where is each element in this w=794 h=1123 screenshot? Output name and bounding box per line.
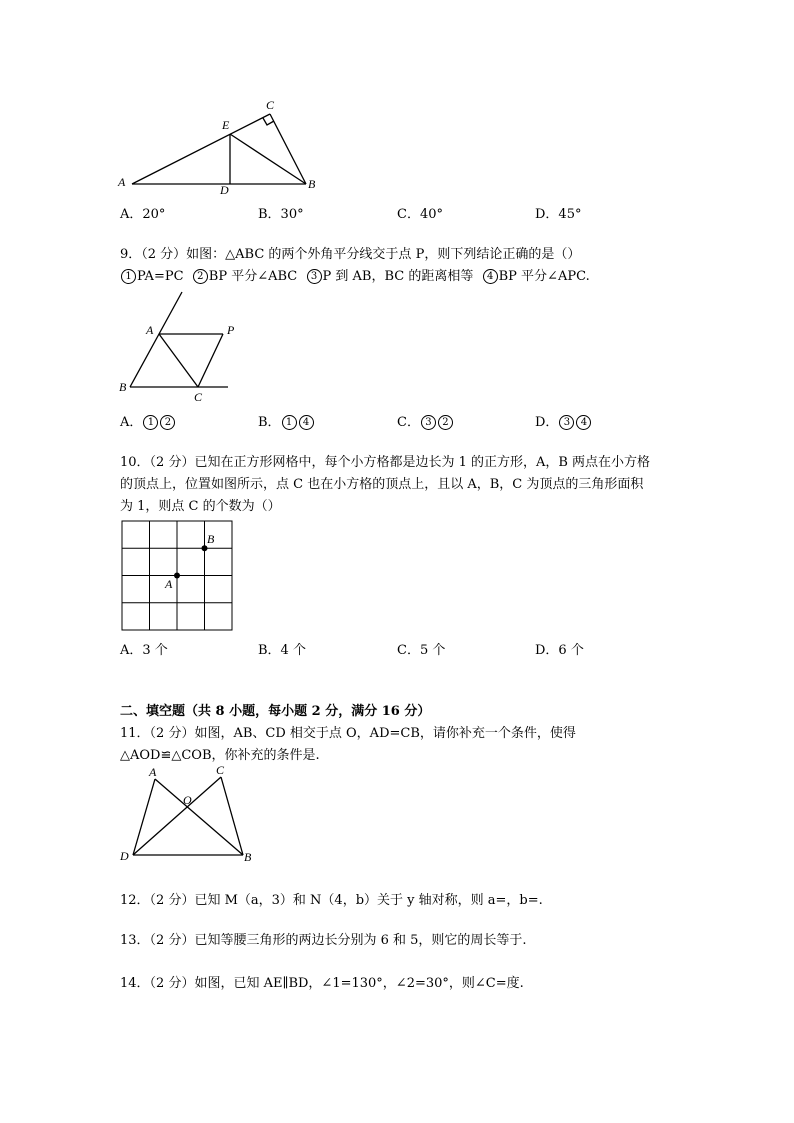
q11-label-d: D (120, 849, 129, 863)
q9-option-a-prefix: A． (120, 415, 143, 430)
q11-label-a: A (149, 765, 157, 779)
q9-option-a-num-2: 2 (160, 415, 175, 430)
q9-option-a-num-1: 1 (143, 415, 158, 430)
q8-label-d: D (220, 183, 229, 197)
q9-option-c-num-2: 2 (438, 415, 453, 430)
q12-stem: 12．（2 分）已知 M（a，3）和 N（4，b）关于 y 轴对称，则 a=，b=. (120, 893, 543, 908)
q9-stem: 9．（2 分）如图：△ABC 的两个外角平分线交于点 P，则下列结论正确的是（） (120, 247, 581, 262)
section-2-heading: 二、填空题（共 8 小题，每小题 2 分，满分 16 分） (120, 704, 431, 719)
q9-option-c-num-1: 3 (421, 415, 436, 430)
q9-option-d-num-1: 3 (559, 415, 574, 430)
q9-option-b-num-2: 4 (299, 415, 314, 430)
q8-line-cb (270, 114, 306, 184)
q9-option-c[interactable] (397, 411, 454, 430)
q8-option-c[interactable]: C．40° (397, 207, 443, 222)
q11-stem-line-2: △AOD≌△COB，你补充的条件是. (120, 748, 320, 763)
q9-line-pc (198, 334, 223, 387)
q11-label-o: O (183, 793, 192, 807)
q10-option-a[interactable]: A．3 个 (120, 643, 168, 658)
q9-statement-2: BP 平分∠ABC (208, 269, 298, 284)
q9-option-c-prefix: C． (397, 415, 420, 430)
q8-label-c: C (266, 98, 275, 112)
q8-label-b: B (308, 177, 316, 191)
q11-line-ad (133, 779, 155, 855)
q9-statement-2-number: 2 (193, 269, 208, 284)
q11-label-b: B (244, 850, 252, 864)
q8-line-eb (230, 134, 306, 184)
q9-statement-3: P 到 AB，BC 的距离相等 (322, 269, 474, 284)
q10-option-d[interactable]: D．6 个 (535, 643, 584, 658)
q9-statement-1-number: 1 (121, 269, 136, 284)
q10-grid-figure (120, 519, 236, 633)
q14-stem: 14．（2 分）如图，已知 AE∥BD，∠1=130°，∠2=30°，则∠C=度. (120, 976, 524, 991)
q9-statement-3-number: 3 (307, 269, 322, 284)
q8-label-e: E (222, 118, 230, 132)
q9-statements (120, 265, 590, 284)
q10-stem-line-3: 为 1，则点 C 的个数为（） (120, 499, 281, 514)
q10-option-b[interactable]: B．4 个 (258, 643, 306, 658)
q8-option-a[interactable]: A．20° (120, 207, 166, 222)
q9-option-d-prefix: D． (535, 415, 559, 430)
q9-line-ac (159, 334, 198, 387)
q10-label-b: B (207, 532, 215, 546)
q10-label-a: A (165, 577, 173, 591)
q9-option-a[interactable] (120, 411, 176, 430)
q11-label-c: C (216, 763, 225, 777)
q8-figure (118, 96, 328, 196)
q9-statement-4-number: 4 (483, 269, 498, 284)
q9-option-b-num-1: 1 (282, 415, 297, 430)
q9-figure (116, 290, 256, 405)
q8-line-ac (132, 114, 270, 184)
q9-option-b-prefix: B． (258, 415, 281, 430)
q9-line-ba-extended (130, 292, 182, 387)
q9-option-d[interactable] (535, 411, 592, 430)
q9-label-a: A (146, 323, 154, 337)
q8-option-d[interactable]: D．45° (535, 207, 582, 222)
q8-label-a: A (118, 175, 126, 189)
q10-stem-line-1: 10．（2 分）已知在正方形网格中，每个小方格都是边长为 1 的正方形，A，B 两点在小方格 (120, 455, 651, 470)
q9-label-c: C (194, 390, 203, 404)
q9-statement-4: BP 平分∠APC. (498, 269, 590, 284)
q9-statement-1: PA=PC (137, 269, 184, 284)
q9-label-p: P (227, 323, 235, 337)
q8-option-b[interactable]: B．30° (258, 207, 304, 222)
q10-option-c[interactable]: C．5 个 (397, 643, 446, 658)
q13-stem: 13．（2 分）已知等腰三角形的两边长分别为 6 和 5，则它的周长等于. (120, 933, 527, 948)
q11-line-cb (221, 777, 243, 855)
q9-option-d-num-2: 4 (576, 415, 591, 430)
q10-point-b (202, 545, 208, 551)
q11-figure (118, 762, 268, 867)
q11-line-cd (133, 777, 221, 855)
q10-stem-line-2: 的顶点上，位置如图所示，点 C 也在小方格的顶点上，且以 A，B，C 为顶点的三角形面积 (120, 477, 644, 492)
q11-line-ab (155, 779, 243, 855)
q9-option-b[interactable] (258, 411, 315, 430)
q9-label-b: B (119, 380, 127, 394)
q10-point-a (174, 573, 180, 579)
q11-stem-line-1: 11．（2 分）如图，AB、CD 相交于点 O，AD=CB，请你补充一个条件，使得 (120, 726, 576, 741)
